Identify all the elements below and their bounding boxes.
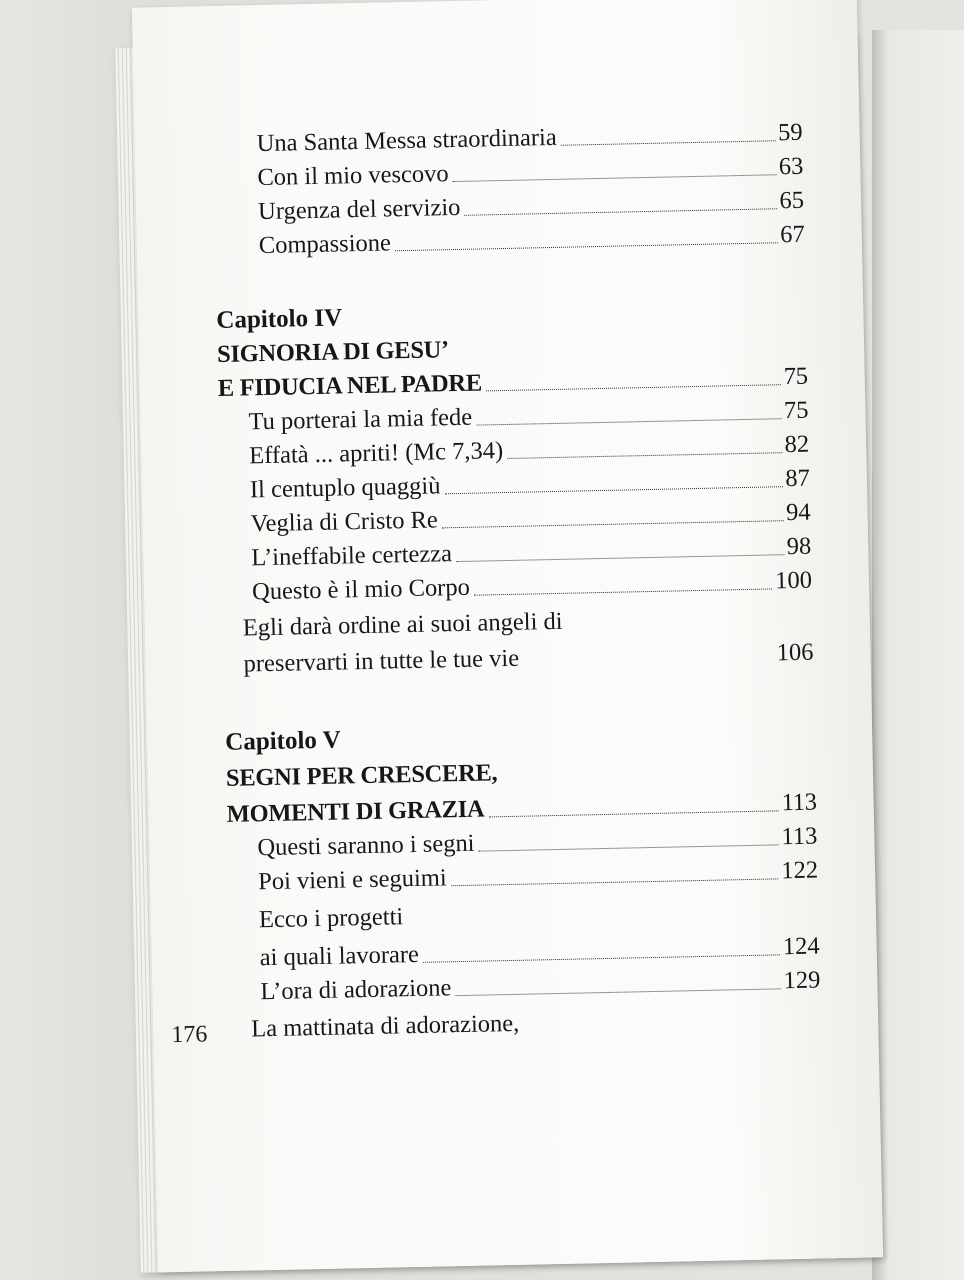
page-number: 176 [171,1021,208,1049]
toc-entry-title: Questi saranno i segni [257,829,475,862]
leader-dots [442,520,783,528]
toc-entry-title: preservarti in tutte le tue vie [243,644,520,678]
toc-entry-page: 63 [778,152,804,181]
toc-entry-title: Veglia di Cristo Re [250,506,439,538]
leader-dots [451,878,779,886]
leader-dots [395,242,777,251]
leader-dots [423,954,780,962]
toc-entry-page: 59 [777,118,803,147]
chapter-heading: SIGNORIA DI GESU’ [216,336,450,369]
toc-entry-title: Una Santa Messa straordinaria [256,123,557,158]
toc-entry-page: 122 [781,856,819,885]
leader-dots [476,418,781,425]
leader-dots [479,844,779,851]
toc-entry-title: Questo è il mio Corpo [251,573,471,606]
leader-dots [453,174,776,182]
toc-entry-title-line: Ecco i progetti [258,903,404,934]
toc-entry-title: Tu porterai la mia fede [248,403,473,436]
leader-dots [456,554,784,562]
chapter-label: Capitolo V [224,726,342,756]
leader-dots [561,140,775,145]
chapter-label: Capitolo IV [216,304,343,335]
toc-entry-title: Compassione [258,229,392,260]
toc-entry-title-line: La mattinata di adorazione, [250,1009,520,1043]
leader-dots [474,588,772,595]
chapter-heading: MOMENTI DI GRAZIA [226,795,485,828]
toc-entry-page: 100 [774,566,813,595]
toc-entry-title: L’ora di adorazione [260,974,452,1006]
toc-entry-page: 129 [783,966,821,995]
leader-dots [445,486,783,494]
book-page [132,0,883,1272]
toc-entry-title: Il centuplo quaggiù [249,472,441,504]
leader-dots [456,988,781,996]
toc-entry-page: 106 [776,638,814,667]
leader-dots [486,384,781,391]
toc-entry-page: 94 [785,498,811,527]
toc-entry-page: 65 [779,186,805,215]
toc-entry-title: ai quali lavorare [259,940,420,972]
chapter-page: 75 [783,362,808,391]
leader-dots [507,452,781,459]
chapter-heading: E FIDUCIA NEL PADRE [217,369,483,403]
leader-dots [465,208,777,216]
chapter-heading: SEGNI PER CRESCERE, [225,759,498,792]
toc-entry-page: 87 [785,464,811,493]
toc-entry-title: Poi vieni e seguimi [257,864,447,896]
toc-entry-page: 124 [782,932,820,961]
table-of-contents [212,116,821,1050]
facing-page-edge [872,30,964,1280]
toc-entry-page: 113 [781,822,818,851]
toc-entry-title-line: Egli darà ordine ai suoi angeli di [242,607,563,642]
toc-entry-page: 82 [784,430,810,459]
toc-entry-page: 67 [779,220,806,249]
leader-dots [488,810,778,817]
toc-entry-title: L’ineffabile certezza [251,540,453,572]
toc-entry-title: Urgenza del servizio [257,193,461,226]
toc-entry-page: 98 [786,532,812,561]
toc-entry-title: Effatà ... apriti! (Mc 7,34) [248,437,504,470]
toc-entry-page: 75 [783,396,809,425]
toc-entry-title: Con il mio vescovo [257,160,449,192]
chapter-page: 113 [781,788,817,817]
